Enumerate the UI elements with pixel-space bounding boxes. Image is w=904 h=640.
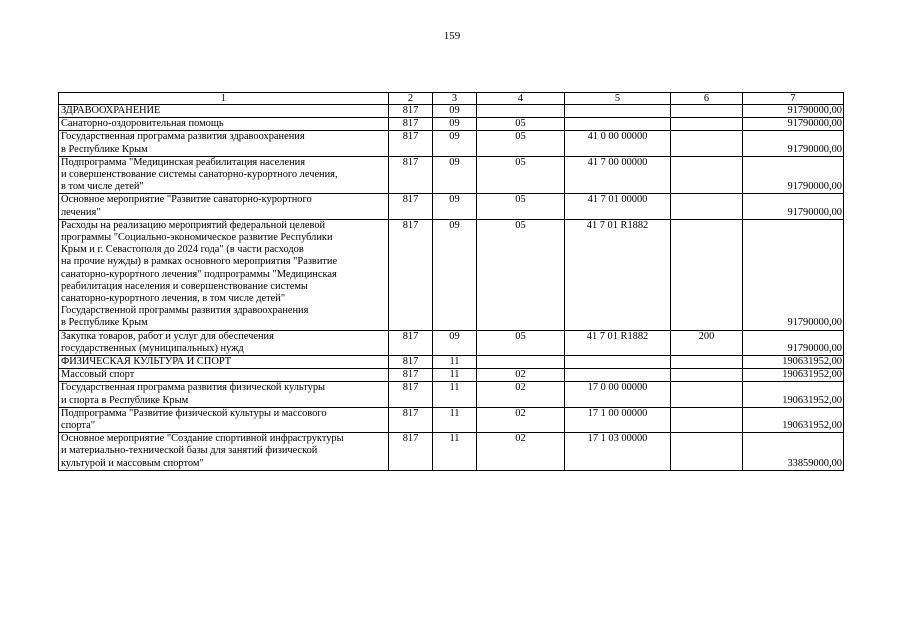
- table-header-row: [59, 93, 844, 105]
- row-name: ФИЗИЧЕСКАЯ КУЛЬТУРА И СПОРТ: [59, 356, 389, 369]
- row-subsection-code: 05: [477, 194, 565, 219]
- row-expense-type: [671, 382, 743, 407]
- row-section-code: 09: [433, 194, 477, 219]
- row-name: Расходы на реализацию мероприятий федеральной целевой программы "Социально-экономическое развитие Республики Крым и г. Севастополя до 2024 года" (в части расходов на прочие нужды) в рамках основного мероприятия "Развитие санаторно-курортного лечения" подпрограммы "Медицинская реабилитация населения и совершенствование системы санаторно-курортного лечения, в том числе детей" Государственной программы развития здравоохранения в Республике Крым: [59, 219, 389, 330]
- row-name: Закупка товаров, работ и услуг для обеспечения государственных (муниципальных) нужд: [59, 330, 389, 355]
- row-amount: 91790000,00: [743, 118, 844, 131]
- row-target-article: 41 7 01 R1882: [565, 330, 671, 355]
- header-col-1: 1: [59, 93, 389, 105]
- row-subsection-code: 02: [477, 407, 565, 432]
- row-amount: 91790000,00: [743, 330, 844, 355]
- row-expense-type: 200: [671, 330, 743, 355]
- row-expense-type: [671, 433, 743, 471]
- row-amount: 91790000,00: [743, 194, 844, 219]
- row-department-code: 817: [389, 156, 433, 194]
- row-department-code: 817: [389, 131, 433, 156]
- row-department-code: 817: [389, 118, 433, 131]
- table-row: [59, 194, 844, 219]
- row-name: Государственная программа развития здравоохранения в Республике Крым: [59, 131, 389, 156]
- table-row: [59, 219, 844, 330]
- row-expense-type: [671, 356, 743, 369]
- header-col-4: 4: [477, 93, 565, 105]
- row-expense-type: [671, 219, 743, 330]
- row-amount: 91790000,00: [743, 105, 844, 118]
- row-target-article: 41 7 01 00000: [565, 194, 671, 219]
- row-section-code: 11: [433, 407, 477, 432]
- table-row: [59, 118, 844, 131]
- row-subsection-code: 02: [477, 433, 565, 471]
- row-amount: 91790000,00: [743, 156, 844, 194]
- row-department-code: 817: [389, 356, 433, 369]
- row-subsection-code: 02: [477, 382, 565, 407]
- row-target-article: [565, 369, 671, 382]
- row-section-code: 09: [433, 219, 477, 330]
- row-subsection-code: 05: [477, 219, 565, 330]
- header-col-3: 3: [433, 93, 477, 105]
- row-subsection-code: 02: [477, 369, 565, 382]
- row-target-article: 17 0 00 00000: [565, 382, 671, 407]
- table-row: [59, 356, 844, 369]
- row-department-code: 817: [389, 194, 433, 219]
- header-col-5: 5: [565, 93, 671, 105]
- row-section-code: 11: [433, 356, 477, 369]
- row-expense-type: [671, 105, 743, 118]
- row-name: Государственная программа развития физической культуры и спорта в Республике Крым: [59, 382, 389, 407]
- row-name: Основное мероприятие "Создание спортивной инфраструктуры и материально-технической базы для занятий физической культурой и массовым спортом": [59, 433, 389, 471]
- table-row: [59, 105, 844, 118]
- row-target-article: 41 7 01 R1882: [565, 219, 671, 330]
- row-section-code: 09: [433, 330, 477, 355]
- header-col-2: 2: [389, 93, 433, 105]
- row-section-code: 11: [433, 369, 477, 382]
- row-department-code: 817: [389, 219, 433, 330]
- row-department-code: 817: [389, 369, 433, 382]
- row-amount: 91790000,00: [743, 131, 844, 156]
- page-number: 159: [443, 30, 461, 42]
- table-row: [59, 369, 844, 382]
- row-name: Подпрограмма "Развитие физической культуры и массового спорта": [59, 407, 389, 432]
- row-name: Массовый спорт: [59, 369, 389, 382]
- row-amount: 190631952,00: [743, 382, 844, 407]
- row-section-code: 09: [433, 105, 477, 118]
- row-target-article: 17 1 03 00000: [565, 433, 671, 471]
- row-subsection-code: 05: [477, 330, 565, 355]
- budget-table: [58, 92, 844, 471]
- row-target-article: [565, 118, 671, 131]
- table-row: [59, 433, 844, 471]
- row-target-article: 41 0 00 00000: [565, 131, 671, 156]
- row-amount: 190631952,00: [743, 407, 844, 432]
- row-amount: 190631952,00: [743, 369, 844, 382]
- header-col-6: 6: [671, 93, 743, 105]
- row-department-code: 817: [389, 105, 433, 118]
- table-row: [59, 382, 844, 407]
- row-expense-type: [671, 118, 743, 131]
- row-name: ЗДРАВООХРАНЕНИЕ: [59, 105, 389, 118]
- row-section-code: 11: [433, 382, 477, 407]
- row-department-code: 817: [389, 407, 433, 432]
- table-row: [59, 407, 844, 432]
- row-target-article: 41 7 00 00000: [565, 156, 671, 194]
- row-expense-type: [671, 369, 743, 382]
- row-section-code: 09: [433, 131, 477, 156]
- row-department-code: 817: [389, 382, 433, 407]
- table-row: [59, 131, 844, 156]
- row-amount: 91790000,00: [743, 219, 844, 330]
- row-department-code: 817: [389, 330, 433, 355]
- table-row: [59, 156, 844, 194]
- row-name: Основное мероприятие "Развитие санаторно-курортного лечения": [59, 194, 389, 219]
- row-amount: 190631952,00: [743, 356, 844, 369]
- row-amount: 33859000,00: [743, 433, 844, 471]
- row-expense-type: [671, 194, 743, 219]
- row-expense-type: [671, 156, 743, 194]
- row-department-code: 817: [389, 433, 433, 471]
- row-subsection-code: 05: [477, 156, 565, 194]
- row-name: Санаторно-оздоровительная помощь: [59, 118, 389, 131]
- row-name: Подпрограмма "Медицинская реабилитация населения и совершенствование системы санаторно-курортного лечения, в том числе детей": [59, 156, 389, 194]
- row-subsection-code: [477, 356, 565, 369]
- row-expense-type: [671, 131, 743, 156]
- row-subsection-code: 05: [477, 118, 565, 131]
- row-target-article: 17 1 00 00000: [565, 407, 671, 432]
- row-subsection-code: 05: [477, 131, 565, 156]
- row-target-article: [565, 105, 671, 118]
- table-row: [59, 330, 844, 355]
- header-col-7: 7: [743, 93, 844, 105]
- row-section-code: 09: [433, 156, 477, 194]
- row-section-code: 11: [433, 433, 477, 471]
- row-target-article: [565, 356, 671, 369]
- row-expense-type: [671, 407, 743, 432]
- row-section-code: 09: [433, 118, 477, 131]
- row-subsection-code: [477, 105, 565, 118]
